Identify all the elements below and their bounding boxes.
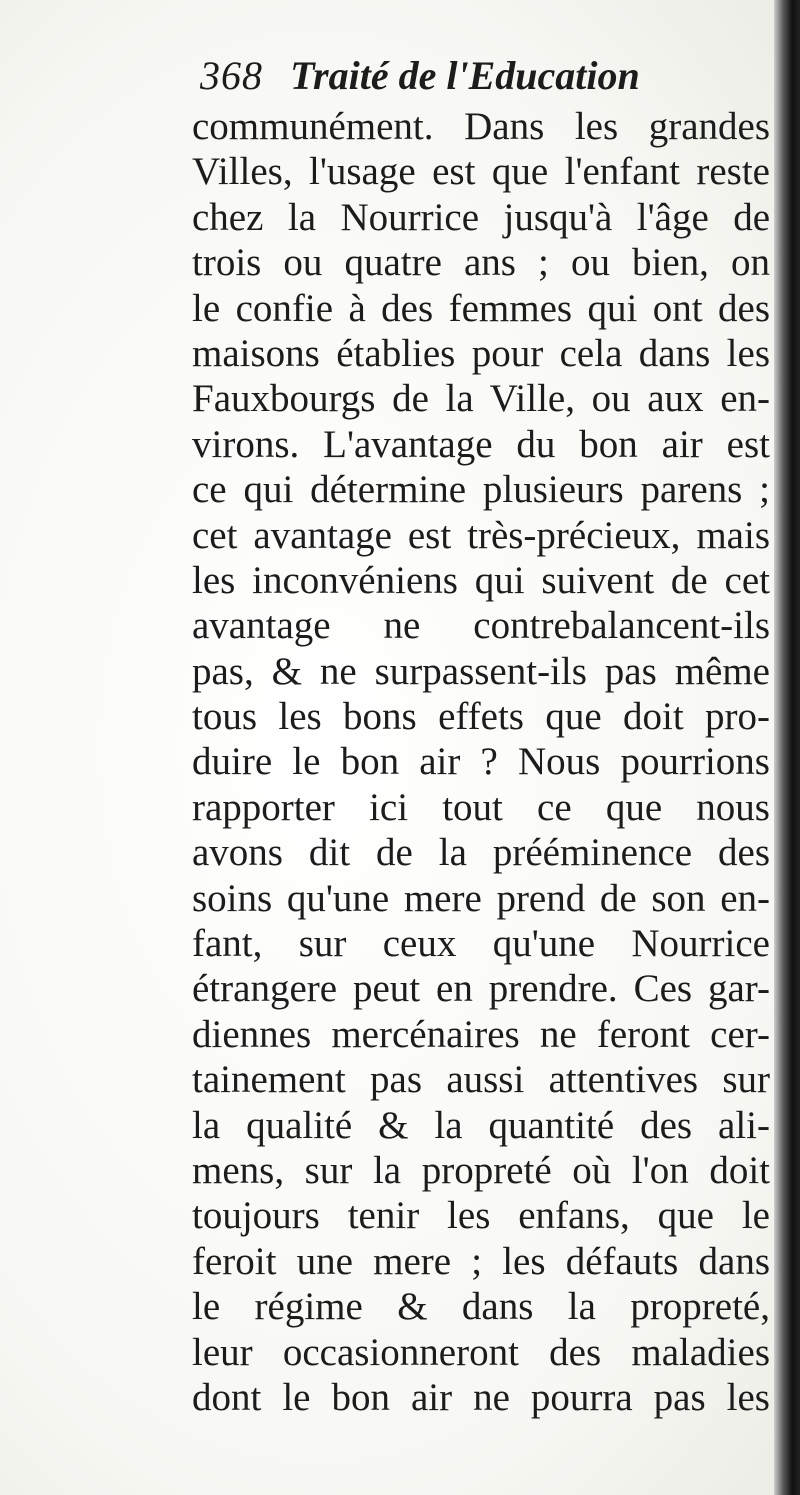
text-line: feroit une mere ; les défauts dans xyxy=(192,1239,770,1283)
text-line: mens, sur la propreté où l'on doit xyxy=(192,1148,770,1192)
text-line: la qualité & la quantité des ali- xyxy=(192,1103,770,1147)
text-line: tous les bons effets que doit pro- xyxy=(192,695,770,739)
body-text xyxy=(192,104,770,1420)
text-line: duire le bon air ? Nous pourrions xyxy=(192,740,770,784)
text-line: avons dit de la prééminence des xyxy=(192,831,770,875)
text-line: leur occasionneront des maladies xyxy=(192,1330,770,1374)
text-line: étrangere peut en prendre. Ces gar- xyxy=(192,967,770,1011)
text-line: fant, sur ceux qu'une Nourrice xyxy=(192,922,770,966)
text-line: chez la Nourrice jusqu'à l'âge de xyxy=(192,195,770,239)
running-title: Traité de l'Education xyxy=(290,53,640,98)
text-line: pas, & ne surpassent-ils pas même xyxy=(192,649,770,693)
text-line: virons. L'avantage du bon air est xyxy=(192,422,770,466)
page-number: 368 xyxy=(200,53,263,98)
text-line: le confie à des femmes qui ont des xyxy=(192,286,770,330)
text-line: toujours tenir les enfans, que le xyxy=(192,1194,770,1238)
text-line: le régime & dans la propreté, xyxy=(192,1285,770,1329)
text-line: rapporter ici tout ce que nous xyxy=(192,785,770,829)
text-line: Fauxbourgs de la Ville, ou aux en- xyxy=(192,377,770,421)
text-line: Villes, l'usage est que l'enfant reste xyxy=(192,150,770,194)
text-line: diennes mercénaires ne feront cer- xyxy=(192,1012,770,1056)
text-line: cet avantage est très-précieux, mais xyxy=(192,513,770,557)
text-line: dont le bon air ne pourra pas les xyxy=(192,1375,770,1419)
text-line: communément. Dans les grandes xyxy=(192,105,770,148)
text-line: tainement pas aussi attentives sur xyxy=(192,1058,770,1102)
text-line: avantage ne contrebalancent-ils xyxy=(192,604,770,648)
text-line: soins qu'une mere prend de son en- xyxy=(192,876,770,920)
page-binding-edge xyxy=(774,0,800,1495)
text-line: maisons établies pour cela dans les xyxy=(192,331,770,375)
text-line: les inconvéniens qui suivent de cet xyxy=(192,558,770,602)
text-line: trois ou quatre ans ; ou bien, on xyxy=(192,241,770,285)
page-header xyxy=(200,52,720,108)
text-line: ce qui détermine plusieurs parens ; xyxy=(192,468,770,512)
